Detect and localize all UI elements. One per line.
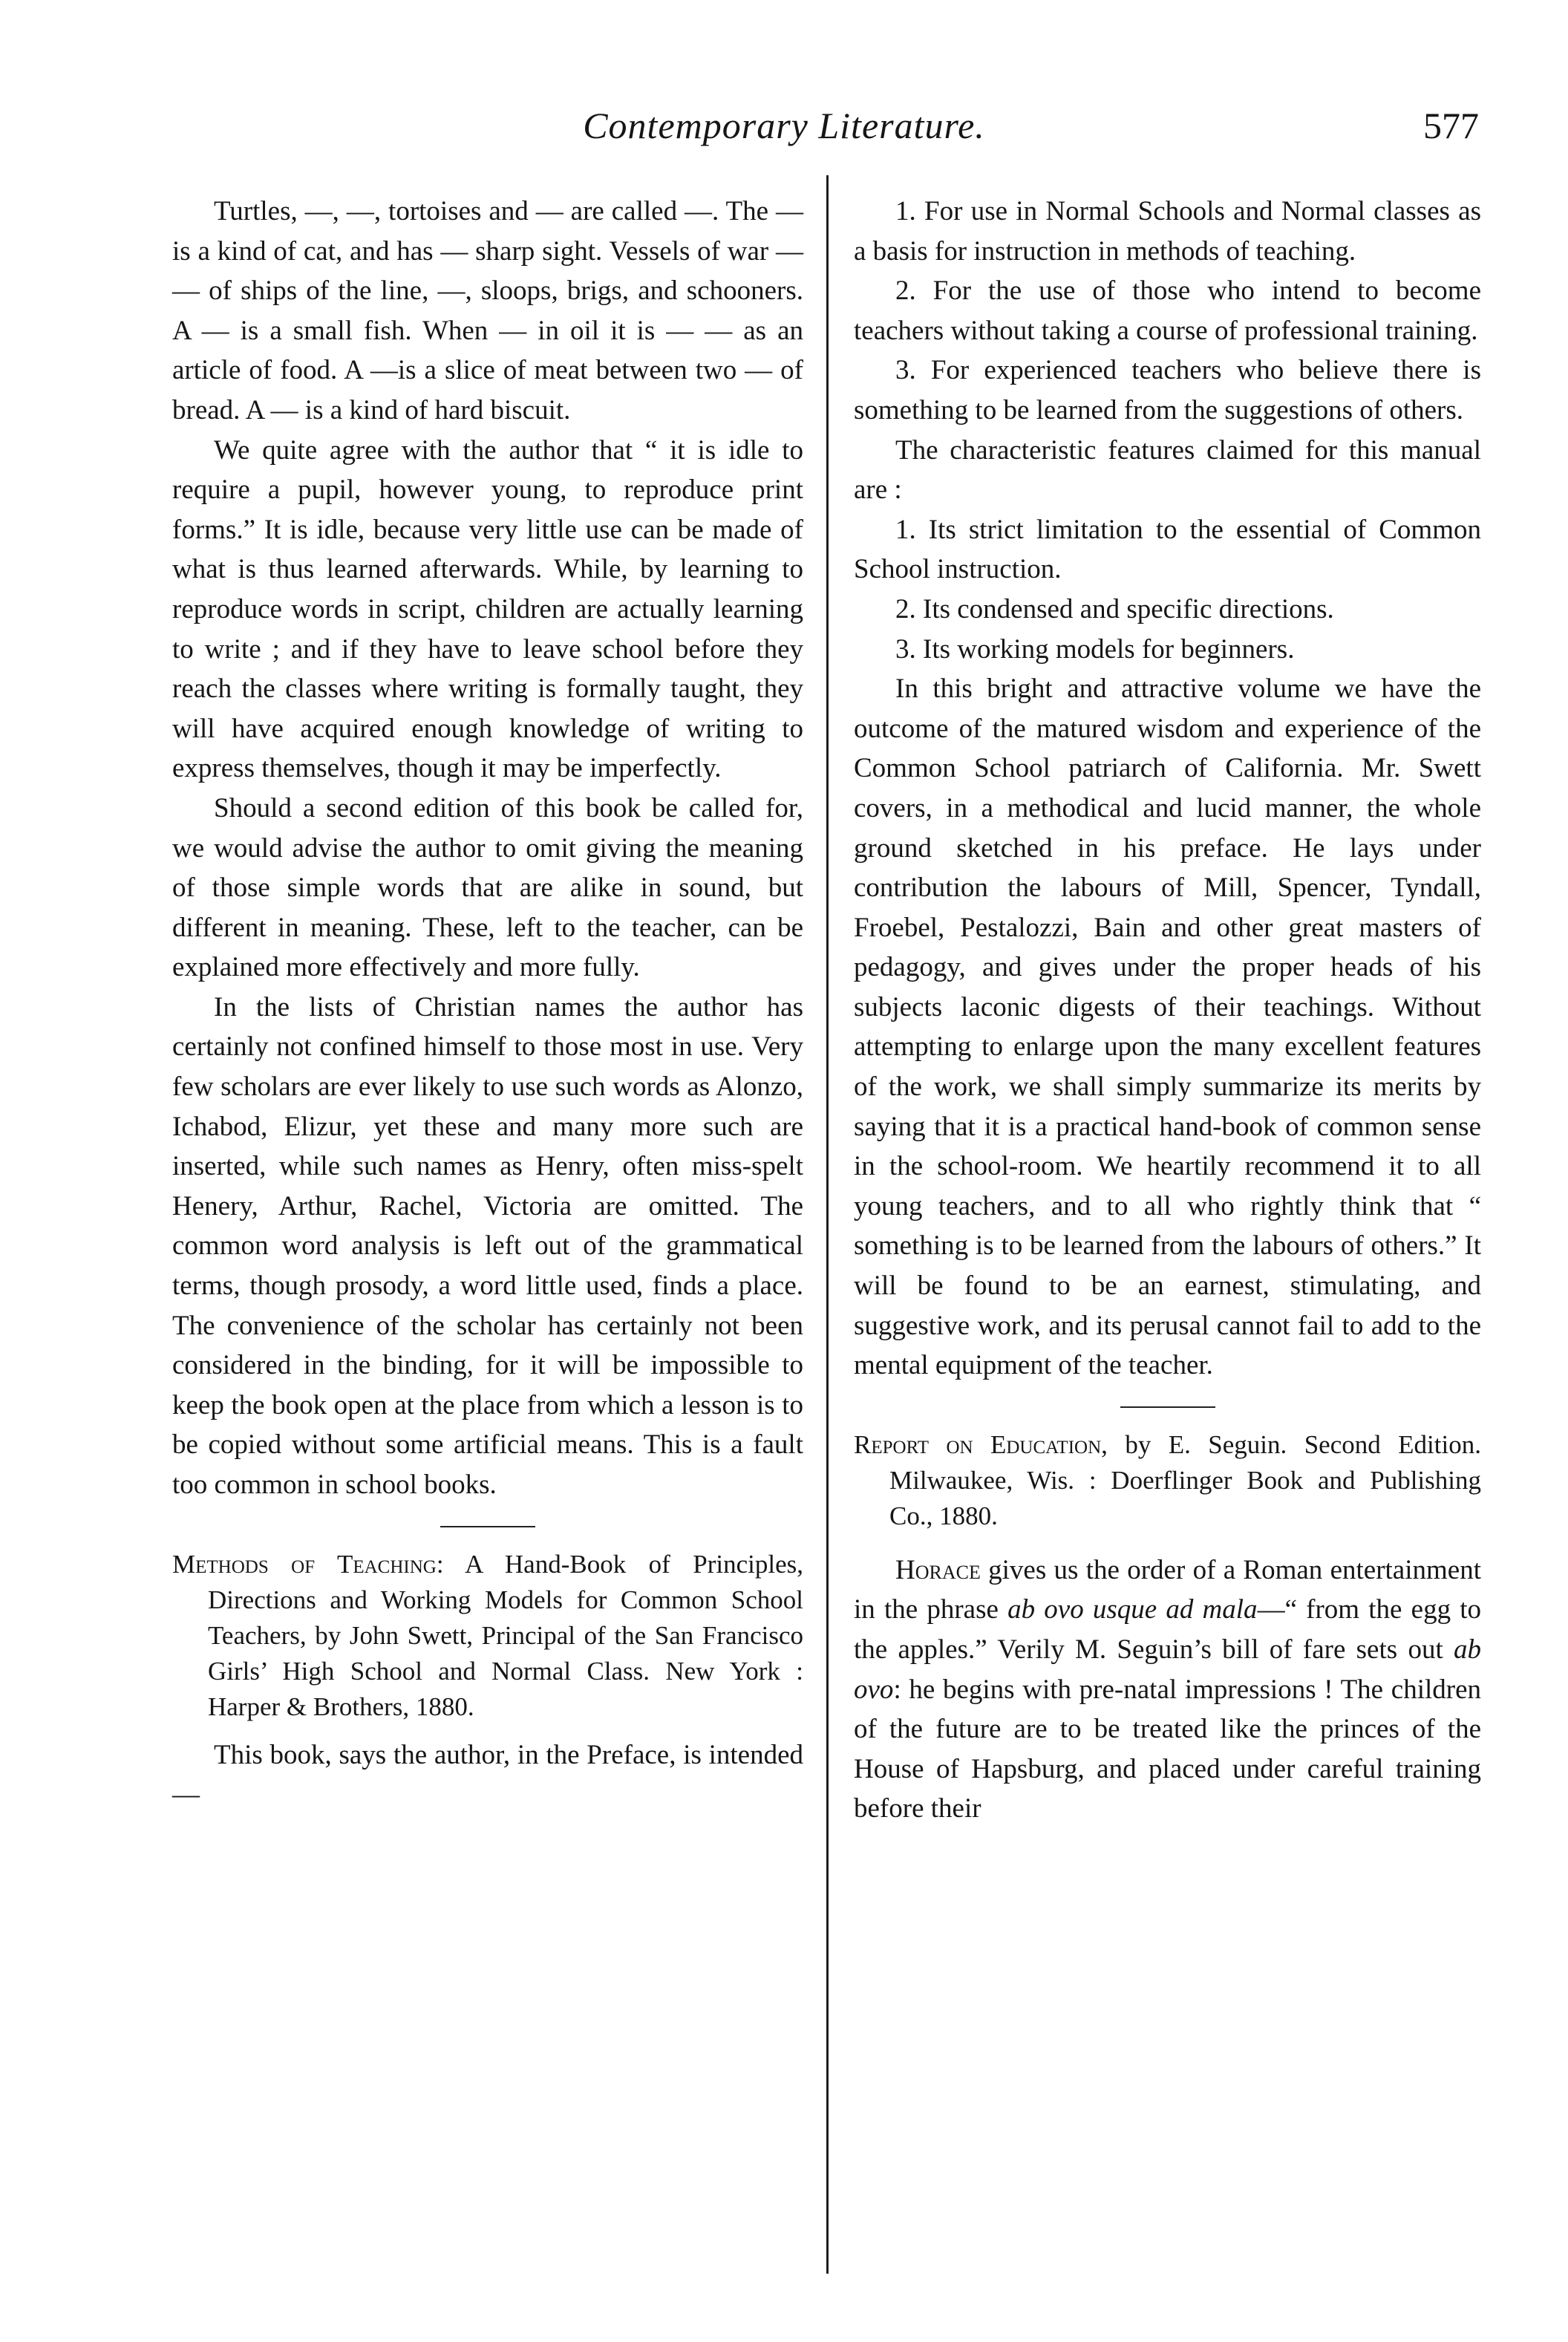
review-heading-report-on-education [854, 1427, 1481, 1534]
section-separator [1120, 1406, 1215, 1408]
text-segment: —“ from the egg to the apples.” Verily M. Seguin’s bill of fare sets out [854, 1594, 1482, 1665]
heading-title: Report on Education [854, 1429, 1102, 1459]
paragraph-features: The characteristic features claimed for this manual are : [854, 434, 1481, 506]
paragraph-review: In this bright and attractive volume we have the outcome of the matured wisdom and experience of the Common School patriarch of California. Mr. Swett covers, in a methodical and lucid manner, the whole ground sketched in his preface. He lays under contribution the labours of Mill, Spencer, Tyndall, Froebel, Pestalozzi, Bain and other great masters of pedagogy, and gives under the proper heads of his subjects laconic digests of their teachings. Without attempting to enlarge upon the many excellent features of the work, we shall simply summarize its merits by saying that it is a practical hand-book of common sense in the school-room. We heartily recommend it to all young teachers, and to all who rightly think that “ something is to be learned from the labours of others.” It will be found to be an earnest, stimulating, and suggestive work, and its perusal cannot fail to add to the mental equipment of the teacher. [854, 673, 1481, 1381]
lead-word: Horace [895, 1554, 981, 1585]
latin-phrase: ab ovo usque ad mala [1007, 1594, 1258, 1625]
review-heading-methods-of-teaching [172, 1547, 803, 1725]
purpose-item-3: 3. For experienced teachers who believe there is something to be learned from the suggestions of others. [854, 355, 1481, 425]
text-segment: : he begins with pre-natal impressions ! The children of the future are to be treated like the princes of the House of Hapsburg, and placed under careful training before their [854, 1674, 1481, 1824]
section-separator [440, 1526, 535, 1527]
running-title: Contemporary Literature. [583, 105, 985, 146]
heading-citation: : A Hand-Book of Principles, Directions and Working Models for Common School Teachers, by John Swett, Principal of the San Francisco Girls’ High School and Normal Class. New York : Harper & Brothers, 1880. [208, 1549, 804, 1721]
feature-item-2: 2. Its condensed and specific directions. [895, 593, 1334, 624]
page-number: 577 [1423, 105, 1479, 146]
paragraph-word-list: Turtles, —, —, tortoises and — are called —. The — is a kind of cat, and has — sharp sight. Vessels of war — — of ships of the line, —, sloops, brigs, and schooners. A — is a small fish. When — in oil it is — — as an article of food. A —is a slice of meat between two — of bread. A — is a kind of hard biscuit. [172, 196, 803, 425]
purpose-item-1: 1. For use in Normal Schools and Normal classes as a basis for instruction in methods of teaching. [854, 196, 1481, 267]
text-segment: gives us the order of a Roman entertainment in the phrase [854, 1554, 1481, 1625]
paragraph-christian-names: In the lists of Christian names the author has certainly not confined himself to those most in use. Very few scholars are ever likely to use such words as Alonzo, Ichabod, Elizur, yet these and many more such are inserted, while such names as Henry, often miss-spelt Henery, Arthur, Rachel, Victoria are omitted. The common word analysis is left out of the grammatical terms, though prosody, a word little used, finds a place. The convenience of the scholar has certainly not been considered in the binding, for it will be impossible to keep the book open at the place from which a lesson is to be copied without some artificial means. This is a fault too common in school books. [172, 991, 803, 1500]
heading-title: Methods of Teaching [172, 1549, 437, 1579]
paragraph-script-writing: We quite agree with the author that “ it is idle to require a pupil, however young, to reproduce print forms.” It is idle, because very little use can be made of what is thus learned afterwards. While, by learning to reproduce words in script, children are actually learning to write ; and if they have to leave school before they reach the classes where writing is formally taught, they will have acquired enough knowledge of writing to express themselves, though it may be imperfectly. [172, 434, 803, 784]
paragraph-intended: This book, says the author, in the Preface, is intended— [172, 1739, 803, 1810]
latin-phrase: ab ovo [854, 1634, 1481, 1705]
left-column [172, 192, 803, 1815]
running-head [0, 104, 1568, 163]
paragraph-seguin [854, 1550, 1481, 1829]
purpose-item-2: 2. For the use of those who intend to become teachers without taking a course of professional training. [854, 275, 1481, 346]
feature-item-3: 3. Its working models for beginners. [895, 633, 1295, 665]
heading-citation: , by E. Seguin. Second Edition. Milwaukee, Wis. : Doerflinger Book and Publishing Co., 1880. [889, 1429, 1481, 1530]
column-divider [826, 175, 829, 2274]
right-column [854, 192, 1481, 1829]
paragraph-second-edition: Should a second edition of this book be called for, we would advise the author to omit giving the meaning of those simple words that are alike in sound, but different in meaning. These, left to the teacher, can be explained more effectively and more fully. [172, 792, 803, 983]
feature-item-1: 1. Its strict limitation to the essential of Common School instruction. [854, 514, 1481, 585]
